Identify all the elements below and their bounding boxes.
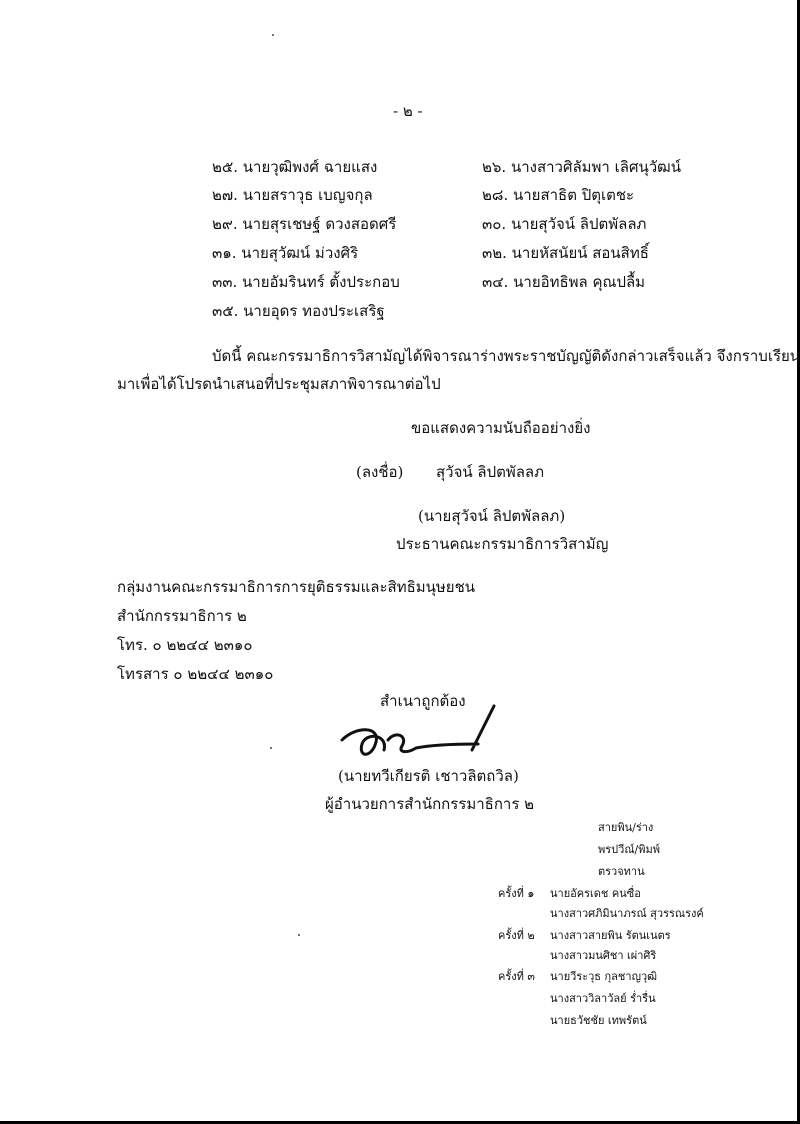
- member-right: ๓๐. นายสุวัจน์ ลิปตพัลลภ: [482, 215, 647, 233]
- office-unit: กลุ่มงานคณะกรรมาธิการการยุติธรรมและสิทธิมนุษยชน: [117, 578, 476, 596]
- member-right: ๓๔. นายอิทธิพล คุณปลื้ม: [482, 273, 646, 291]
- check-name: นางสาววิลาวัลย์ ร่ำรื่น: [550, 992, 656, 1005]
- member-left: ๒๕. นายวุฒิพงศ์ ฉายแสง: [212, 158, 378, 176]
- office-bureau: สำนักกรรมาธิการ ๒: [117, 607, 247, 625]
- scan-speck: [298, 934, 300, 936]
- body-paragraph-line: บัดนี้ คณะกรรมาธิการวิสามัญได้พิจารณาร่างพระราชบัญญัติดังกล่าวเสร็จแล้ว จึงกราบเรียน: [212, 347, 800, 365]
- signer-full-name: (นายสุวัจน์ ลิปตพัลลภ): [418, 507, 566, 525]
- check-round-label: ครั้งที่ ๓: [498, 970, 535, 983]
- certifier-position: ผู้อำนวยการสำนักกรรมาธิการ ๒: [325, 795, 535, 813]
- member-left: ๒๗. นายสราวุธ เบญจกุล: [212, 186, 373, 204]
- footer-role: สายพิน/ร่าง: [598, 821, 654, 834]
- check-round-label: ครั้งที่ ๒: [498, 929, 535, 942]
- check-name: นายวีระวุธ กุลชาญวุฒิ: [550, 970, 658, 983]
- certified-copy-label: สำเนาถูกต้อง: [380, 692, 466, 710]
- check-name: นางสาวสายพิน รัตนเนตร: [550, 929, 671, 942]
- certifier-name: (นายทวีเกียรติ เชาวลิตถวิล): [338, 767, 519, 785]
- member-left: ๓๕. นายอุดร ทองประเสริฐ: [212, 302, 385, 320]
- handwritten-signature: [336, 700, 496, 770]
- scan-speck: [270, 747, 272, 749]
- office-fax: โทรสาร ๐ ๒๒๔๔ ๒๓๑๐: [117, 665, 274, 683]
- check-name: นางสาวมนศิชา เผ่าศิริ: [550, 949, 657, 962]
- check-round-label: ครั้งที่ ๑: [498, 887, 535, 900]
- member-right: ๓๒. นายหัสนัยน์ สอนสิทธิ์: [482, 244, 649, 262]
- sign-name: สุวัจน์ ลิปตพัลลภ: [436, 463, 545, 481]
- closing-phrase: ขอแสดงความนับถืออย่างยิ่ง: [411, 419, 591, 437]
- signer-position: ประธานคณะกรรมาธิการวิสามัญ: [396, 535, 609, 553]
- office-phone: โทร. ๐ ๒๒๔๔ ๒๓๑๐: [117, 636, 253, 654]
- scan-speck: [272, 34, 274, 36]
- check-name: นางสาวศภิมินาภรณ์ สุวรรณรงค์: [550, 907, 704, 920]
- body-paragraph-line: มาเพื่อได้โปรดนำเสนอที่ประชุมสภาพิจารณาต่อไป: [117, 375, 441, 393]
- check-name: นายอัครเดช คนซื่อ: [550, 887, 641, 900]
- member-left: ๒๙. นายสุรเชษฐ์ ดวงสอดศรี: [212, 215, 397, 233]
- check-name: นายธวัชชัย เทพรัตน์: [550, 1014, 647, 1027]
- member-left: ๓๓. นายอัมรินทร์ ตั้งประกอบ: [212, 273, 400, 291]
- footer-role: ตรวจทาน: [598, 865, 645, 878]
- member-left: ๓๑. นายสุวัฒน์ ม่วงศิริ: [212, 244, 359, 262]
- sign-label: (ลงชื่อ): [356, 463, 404, 481]
- member-right: ๒๖. นางสาวศิลัมพา เลิศนุวัฒน์: [482, 158, 681, 176]
- page-number: - ๒ -: [393, 102, 423, 120]
- member-right: ๒๘. นายสาธิต ปิตุเตชะ: [482, 186, 635, 204]
- footer-role: พรปวีณ์/พิมพ์: [598, 843, 660, 856]
